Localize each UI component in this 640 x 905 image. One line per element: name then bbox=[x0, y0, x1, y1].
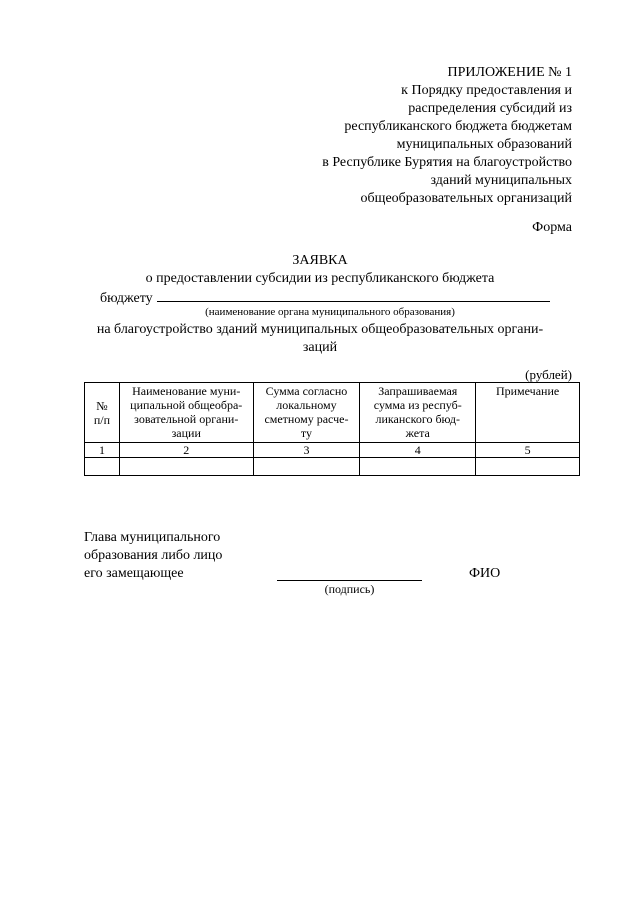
appendix-header bbox=[322, 64, 572, 208]
header-text: жета bbox=[405, 426, 430, 440]
signer-block bbox=[84, 529, 222, 583]
header-text: ту bbox=[300, 426, 312, 440]
header-text: п/п bbox=[93, 412, 111, 427]
header-text: Наименование муни- bbox=[132, 384, 241, 398]
header-cell-organization bbox=[119, 383, 253, 443]
header-text: Примечание bbox=[495, 384, 560, 398]
signer-line: его замещающее bbox=[84, 566, 184, 581]
header-text: сумма из респуб- bbox=[373, 398, 462, 412]
header-text: локальному bbox=[276, 398, 337, 412]
table-cell[interactable] bbox=[85, 458, 120, 476]
header-text: Сумма согласно bbox=[265, 384, 348, 398]
header-text: зации bbox=[171, 426, 201, 440]
appendix-line: ПРИЛОЖЕНИЕ № 1 bbox=[447, 65, 572, 80]
header-text: Запрашиваемая bbox=[378, 384, 458, 398]
budget-caption: (наименование органа муниципального образования) bbox=[205, 306, 455, 318]
header-text: ципальной общеобра- bbox=[130, 398, 243, 412]
signer-line: образования либо лицо bbox=[84, 548, 223, 563]
document-title: ЗАЯВКА bbox=[292, 253, 348, 268]
purpose-line-1: на благоустройство зданий муниципальных общеобразовательных органи- bbox=[96, 322, 544, 337]
column-number: 5 bbox=[476, 443, 580, 458]
header-text: № bbox=[96, 398, 108, 413]
header-cell-number bbox=[85, 383, 120, 443]
appendix-line: в Республике Бурятия на благоустройство bbox=[322, 155, 572, 170]
header-cell-note bbox=[476, 383, 580, 443]
document-subtitle: о предоставлении субсидии из республиканского бюджета bbox=[145, 271, 495, 286]
appendix-line: к Порядку предоставления и bbox=[401, 83, 572, 98]
table-header-row bbox=[85, 383, 580, 443]
table-cell[interactable] bbox=[253, 458, 360, 476]
header-cell-requested-sum bbox=[360, 383, 476, 443]
signer-line: Глава муниципального bbox=[84, 530, 221, 545]
signature-line bbox=[277, 580, 422, 581]
budget-fill-line bbox=[157, 288, 550, 302]
signature-caption: (подпись) bbox=[324, 582, 375, 596]
form-label: Форма bbox=[532, 220, 572, 235]
appendix-line: зданий муниципальных bbox=[430, 173, 572, 188]
table-cell[interactable] bbox=[476, 458, 580, 476]
table-row bbox=[85, 458, 580, 476]
column-number: 2 bbox=[119, 443, 253, 458]
budget-line bbox=[100, 288, 550, 308]
table-number-row bbox=[85, 443, 580, 458]
header-cell-estimate-sum bbox=[253, 383, 360, 443]
header-text: ликанского бюд- bbox=[375, 412, 461, 426]
application-table bbox=[84, 382, 580, 476]
budget-prefix: бюджету bbox=[100, 291, 153, 306]
appendix-line: республиканского бюджета бюджетам bbox=[344, 119, 572, 134]
fio-label: ФИО bbox=[469, 566, 501, 581]
appendix-line: распределения субсидий из bbox=[408, 101, 572, 116]
column-number: 4 bbox=[360, 443, 476, 458]
header-text: зовательной органи- bbox=[134, 412, 239, 426]
appendix-line: общеобразовательных организаций bbox=[360, 191, 572, 206]
units-label: (рублей) bbox=[525, 367, 572, 382]
purpose-line-2: заций bbox=[302, 340, 338, 355]
appendix-line: муниципальных образований bbox=[396, 137, 572, 152]
table-cell[interactable] bbox=[119, 458, 253, 476]
header-text: сметному расче- bbox=[264, 412, 349, 426]
column-number: 3 bbox=[253, 443, 360, 458]
table-cell[interactable] bbox=[360, 458, 476, 476]
column-number: 1 bbox=[85, 443, 120, 458]
